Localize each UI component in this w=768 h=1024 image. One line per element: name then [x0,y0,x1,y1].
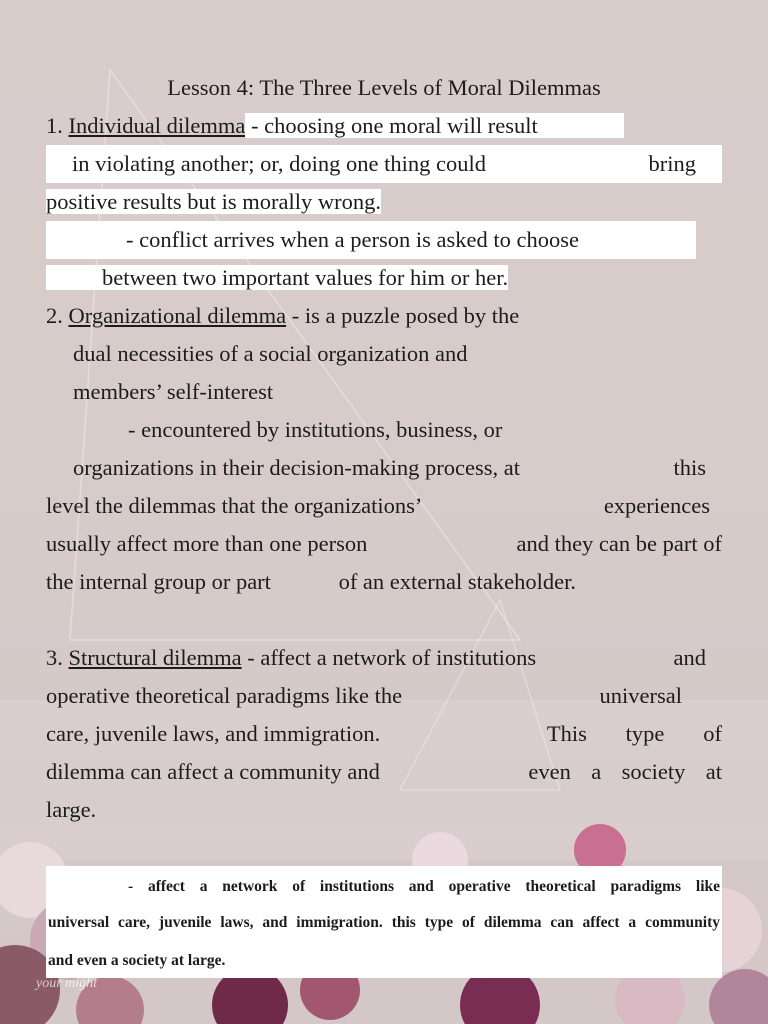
individual-line-5 [46,259,722,297]
organizational-text: the internal group or part [46,569,271,594]
organizational-text: of an external stakeholder. [338,569,576,594]
organizational-line-6 [46,487,722,525]
structural-text: care, juvenile laws, and immigration. [46,721,381,746]
page-title: Lesson 4: The Three Levels of Moral Dilemmas [167,75,601,100]
organizational-text: usually affect more than one person [46,531,368,556]
structural-line-2 [46,677,722,715]
note-line-1: - affect a network of institutions and operative theoretical paradigms like [128,878,720,895]
item-number: 1. [46,113,63,138]
organizational-text: experiences [603,493,710,518]
organizational-line-5 [46,449,722,487]
individual-text: - choosing one moral will result [245,113,623,138]
organizational-line-4: - encountered by institutions, business, or [128,417,503,442]
individual-line-2 [46,145,722,183]
structural-text: universal [599,683,682,708]
organizational-line-7 [46,525,722,563]
structural-text: dilemma can affect a community and [46,759,380,784]
individual-dilemma-term: Individual dilemma [68,113,246,138]
note-line-2: universal care, juvenile laws, and immigration. this type of dilemma can affect a community [48,914,720,931]
structural-line-4 [46,753,722,791]
organizational-line-8 [46,563,722,601]
organizational-dilemma-term: Organizational dilemma [68,303,287,328]
structural-dilemma-term: Structural dilemma [68,645,242,670]
organizational-line-2: dual necessities of a social organization and [73,341,468,366]
individual-text: bring [648,151,696,176]
watermark-text: your might [36,976,98,991]
individual-text: positive results but is morally wrong. [46,189,381,214]
structural-line-5: large. [46,797,97,822]
structural-text: operative theoretical paradigms like the [46,683,403,708]
individual-line-1 [46,107,722,145]
individual-line-3 [46,183,722,221]
structural-text: and [673,645,706,670]
structural-line-1 [46,639,722,677]
structural-text: society [621,759,686,784]
organizational-line-3: members’ self-interest [73,379,274,404]
structural-line-3 [46,715,722,753]
structural-text: type [625,721,665,746]
individual-line-4: - conflict arrives when a person is asked to choose [46,221,696,259]
individual-text: between two important values for him or her. [46,265,508,290]
individual-text: in violating another; or, doing one thing could [72,151,487,176]
structural-text: at [705,759,722,784]
organizational-text: - is a puzzle posed by the [286,303,520,328]
organizational-text: level the dilemmas that the organizations’ [46,493,423,518]
structural-text: This [546,721,587,746]
organizational-text: and they can be part of [516,531,722,556]
note-line-3: and even a society at large. [48,952,226,969]
structural-text: even [528,759,571,784]
structural-text: - affect a network of institutions [241,645,537,670]
organizational-text: organizations in their decision-making process, at [73,455,520,480]
organizational-line-1 [46,297,722,335]
structural-text: a [591,759,602,784]
item-number: 2. [46,303,63,328]
organizational-text: this [673,455,706,480]
structural-text: of [703,721,722,746]
item-number: 3. [46,645,63,670]
